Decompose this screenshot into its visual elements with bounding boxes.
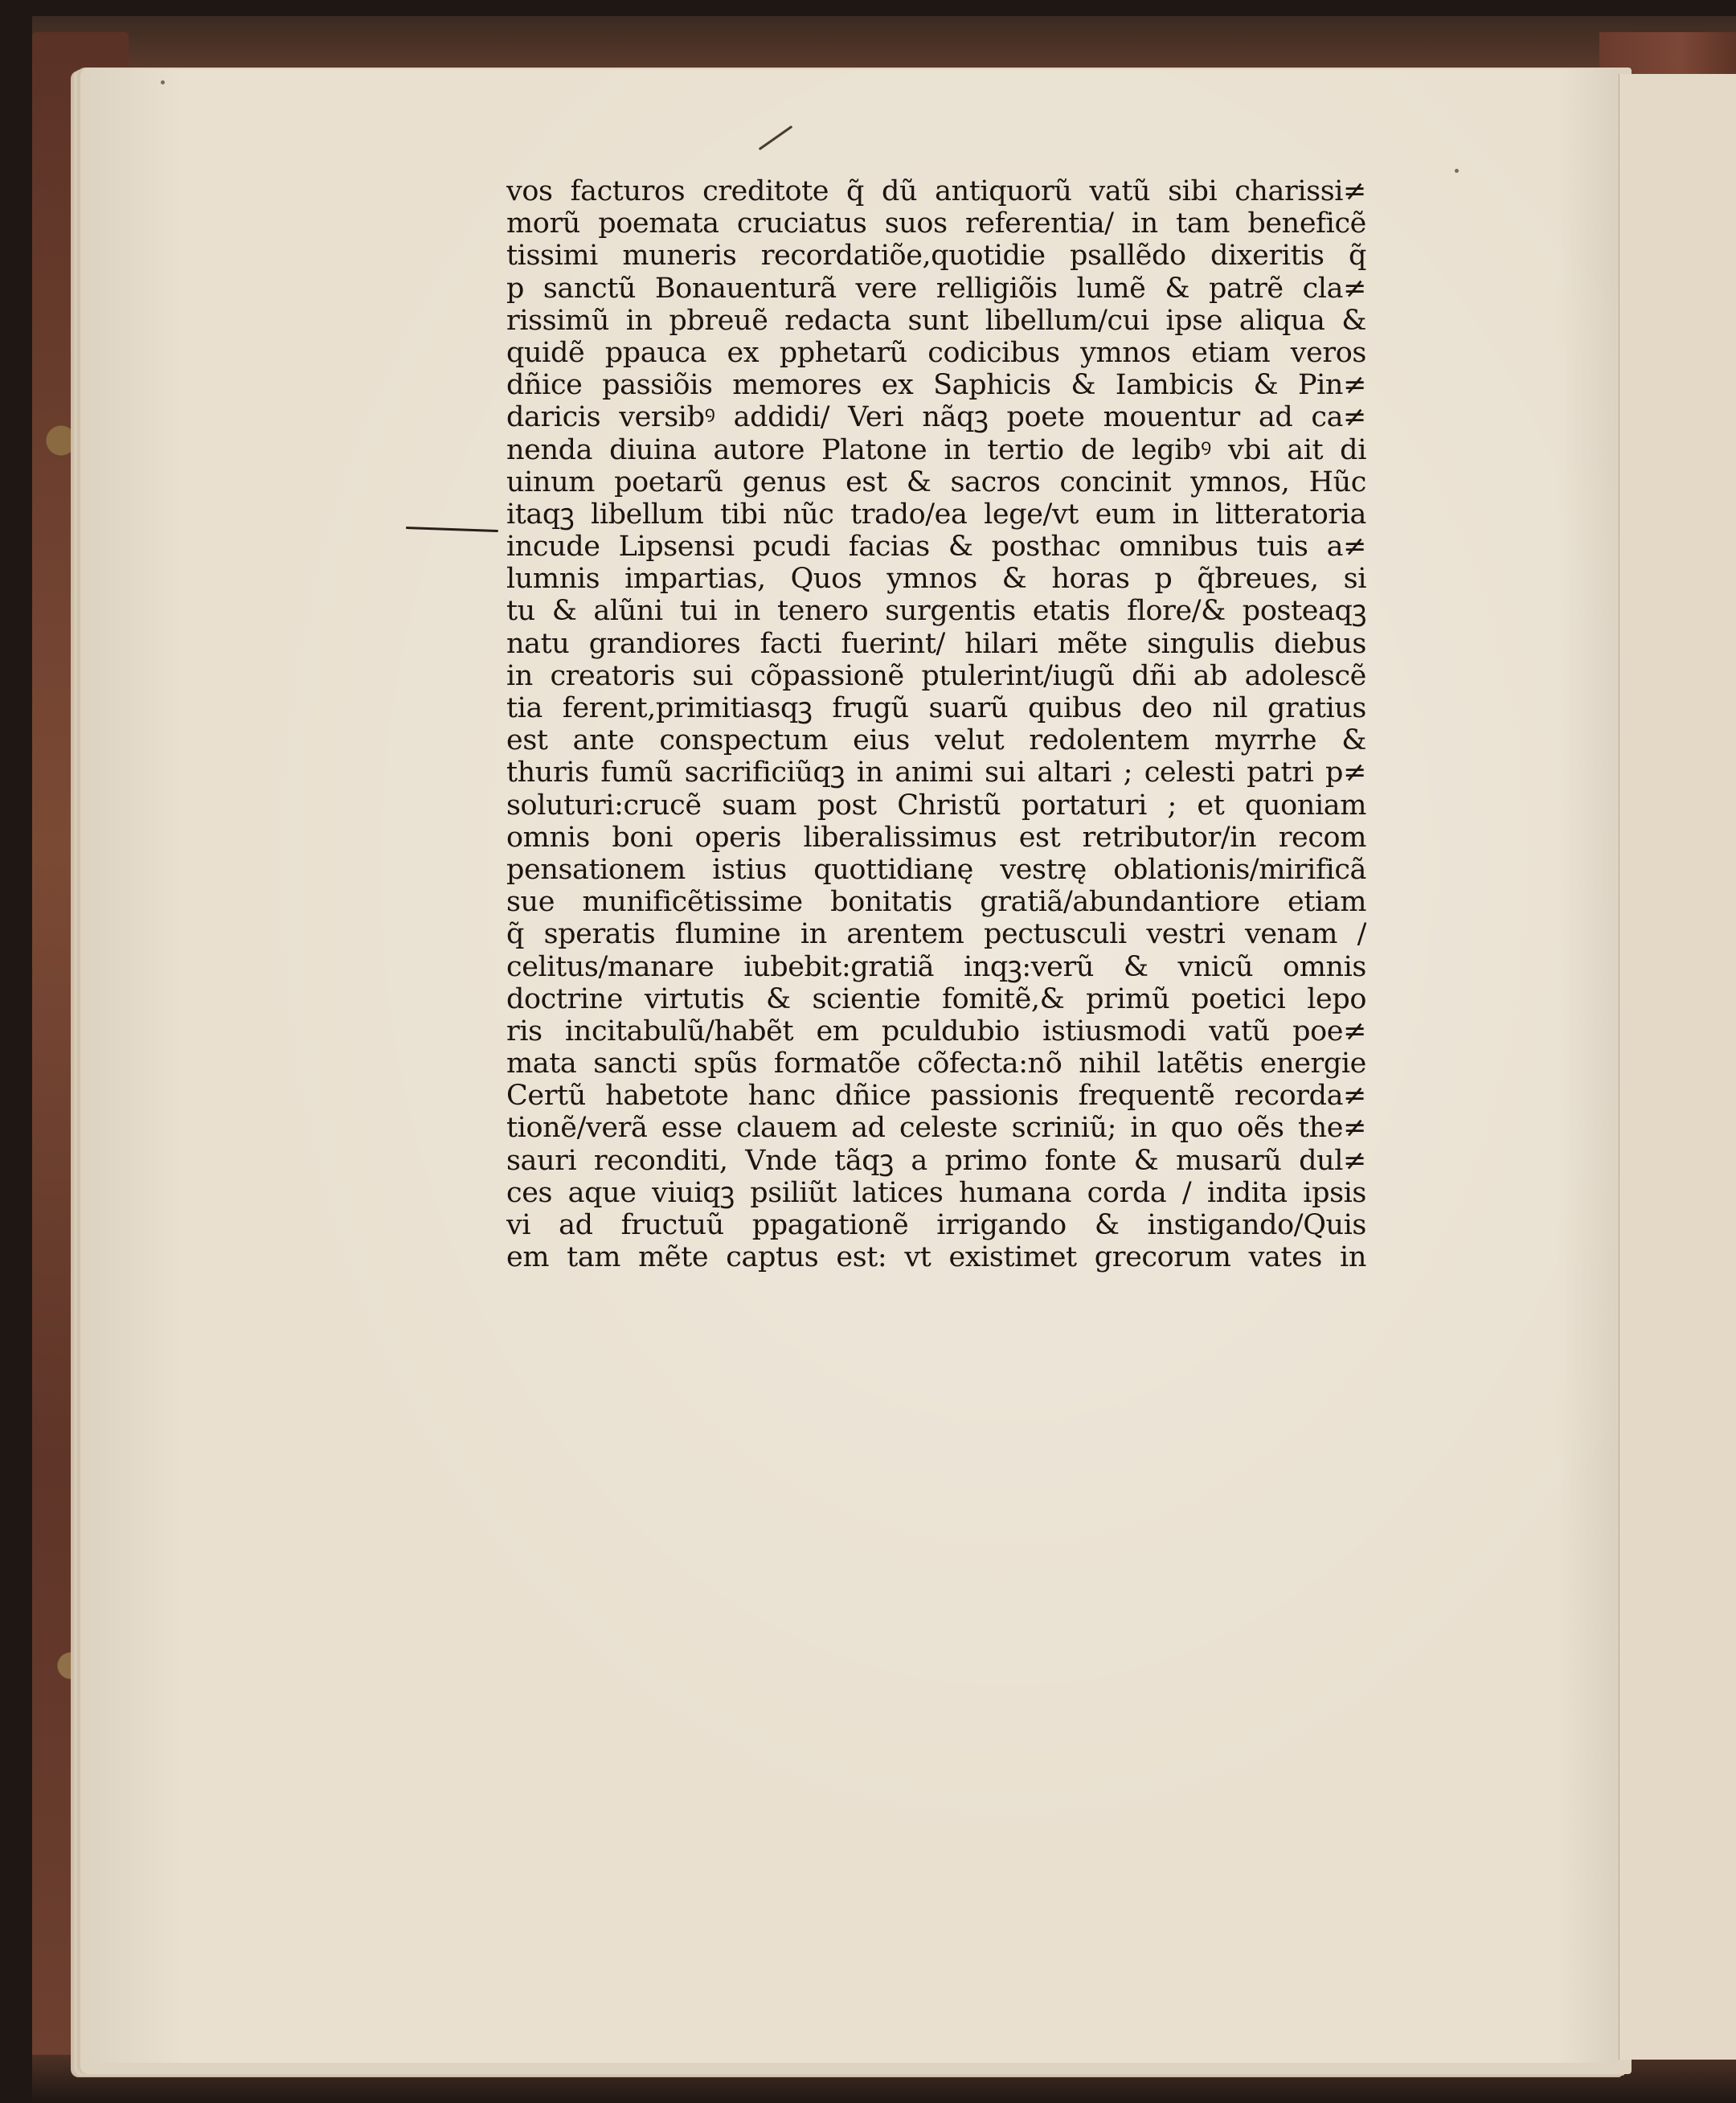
text-line: thuris fumũ sacrificiũqꝫ in animi sui altari ; celesti patri p≠ bbox=[506, 756, 1366, 789]
text-line: ces aque viuiqꝫ psiliũt latices humana corda / indita ipsis bbox=[506, 1176, 1366, 1209]
text-line: vi ad fructuũ ppagationẽ irrigando & instigando/Quis bbox=[506, 1209, 1366, 1241]
paper-speck bbox=[161, 80, 165, 84]
text-line: tia ferent,primitiasqꝫ frugũ suarũ quibus deo nil gratius bbox=[506, 692, 1366, 724]
text-line: doctrine virtutis & scientie fomitẽ,& primũ poetici lepo bbox=[506, 982, 1366, 1015]
text-line: quidẽ ppauca ex pphetarũ codicibus ymnos etiam veros bbox=[506, 336, 1366, 369]
text-line: dñice passiõis memores ex Saphicis & Iambicis & Pin≠ bbox=[506, 369, 1366, 402]
text-line: vos facturos creditote q̃ dũ antiquorũ vatũ sibi charissi≠ bbox=[506, 175, 1366, 207]
text-line: ris incitabulũ/habẽt em pculdubio istiusmodi vatũ poe≠ bbox=[506, 1015, 1366, 1047]
text-line: omnis boni operis liberalissimus est retributor/in recom bbox=[506, 821, 1366, 854]
text-line: in creatoris sui cõpassionẽ ptulerint/iugũ dñi ab adolescẽ bbox=[506, 659, 1366, 692]
text-line: pensationem istius quottidianę vestrę oblationis/mirificã bbox=[506, 853, 1366, 886]
text-line: nenda diuina autore Platone in tertio de legibꝰ vbi ait di bbox=[506, 433, 1366, 466]
text-line: em tam mẽte captus est: vt existimet grecorum vates in bbox=[506, 1241, 1366, 1274]
text-line: celitus/manare iubebit:gratiã inqꝫ:verũ & vnicũ omnis bbox=[506, 950, 1366, 983]
text-line: q̃ speratis flumine in arentem pectusculi vestri venam / bbox=[506, 918, 1366, 951]
text-line: tissimi muneris recordatiõe,quotidie psallẽdo dixeritis q̃ bbox=[506, 240, 1366, 273]
text-line: incude Lipsensi pcudi facias & posthac omnibus tuis a≠ bbox=[506, 531, 1366, 564]
text-line: lumnis impartias, Quos ymnos & horas p q̃breues, si bbox=[506, 563, 1366, 596]
text-line: sauri reconditi, Vnde tãqꝫ a primo fonte & musarũ dul≠ bbox=[506, 1144, 1366, 1177]
text-line: uinum poetarũ genus est & sacros concinit ymnos, Hũc bbox=[506, 465, 1366, 498]
text-line: natu grandiores facti fuerint/ hilari mẽte singulis diebus bbox=[506, 627, 1366, 660]
text-line: p sanctũ Bonauenturã vere relligiõis lumẽ & patrẽ cla≠ bbox=[506, 272, 1366, 305]
text-line: sue munificẽtissime bonitatis gratiã/abundantiore etiam bbox=[506, 886, 1366, 919]
text-line: est ante conspectum eius velut redolentem myrrhe & bbox=[506, 724, 1366, 757]
text-line: tu & alũni tui in tenero surgentis etatis flore/& posteaqꝫ bbox=[506, 595, 1366, 628]
text-line: soluturi:crucẽ suam post Christũ portaturi ; et quoniam bbox=[506, 789, 1366, 822]
text-line: itaqꝫ libellum tibi nũc trado/ea lege/vt eum in litteratoria bbox=[506, 498, 1366, 531]
text-line: mata sancti spũs formatõe cõfecta:nõ nihil latẽtis energie bbox=[506, 1047, 1366, 1080]
paper-speck bbox=[1455, 169, 1459, 173]
text-line: morũ poemata cruciatus suos referentia/ in tam beneficẽ bbox=[506, 207, 1366, 240]
body-text-block bbox=[506, 175, 1366, 1273]
facing-page-edge bbox=[1617, 74, 1736, 2060]
text-line: Certũ habetote hanc dñice passionis frequentẽ recorda≠ bbox=[506, 1080, 1366, 1113]
cover-top-edge bbox=[32, 16, 1736, 72]
text-line: rissimũ in pbreuẽ redacta sunt libellum/cui ipse aliqua & bbox=[506, 304, 1366, 337]
text-line: tionẽ/verã esse clauem ad celeste scriniũ; in quo oẽs the≠ bbox=[506, 1112, 1366, 1145]
text-line: daricis versibꝰ addidi/ Veri nãqꝫ poete mouentur ad ca≠ bbox=[506, 401, 1366, 434]
